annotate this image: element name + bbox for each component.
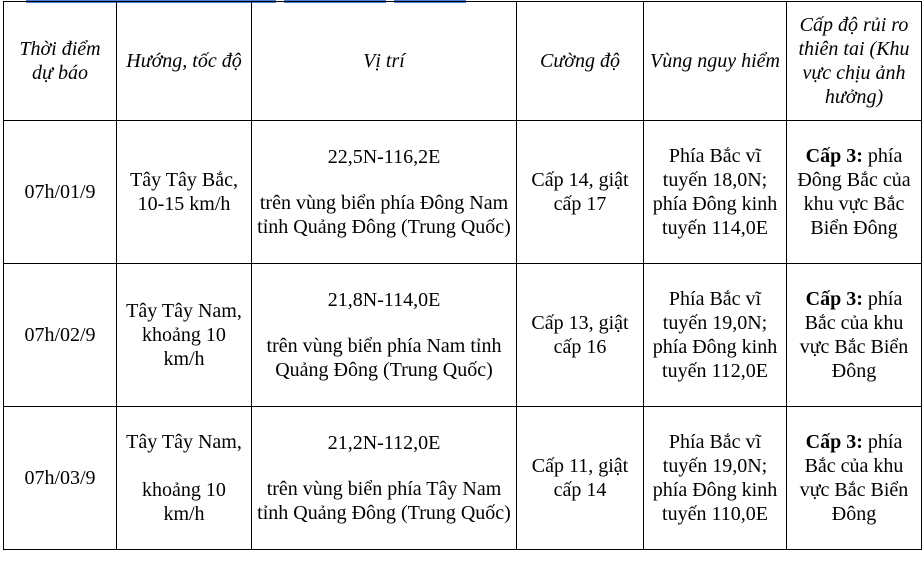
cell-position — [252, 121, 517, 264]
position-coordinates: 22,5N-116,2E — [327, 146, 441, 168]
table-row — [4, 407, 922, 550]
cell-danger-zone: Phía Bắc vĩ tuyến 19,0N; phía Đông kinh tuyến 110,0E — [644, 407, 787, 550]
table-header-row — [4, 2, 922, 121]
cell-intensity: Cấp 11, giật cấp 14 — [517, 407, 644, 550]
cell-time: 07h/01/9 — [4, 121, 117, 264]
cell-danger-zone: Phía Bắc vĩ tuyến 18,0N; phía Đông kinh tuyến 114,0E — [644, 121, 787, 264]
cell-time: 07h/03/9 — [4, 407, 117, 550]
direction-line-2: khoảng 10 km/h — [142, 479, 226, 525]
cell-danger-zone: Phía Bắc vĩ tuyến 19,0N; phía Đông kinh tuyến 112,0E — [644, 264, 787, 407]
position-description: trên vùng biển phía Tây Nam tỉnh Quảng Đông (Trung Quốc) — [257, 478, 511, 524]
header-position: Vị trí — [252, 2, 517, 121]
risk-level: Cấp 3: — [805, 288, 863, 310]
cell-direction: Tây Tây Bắc, 10-15 km/h — [117, 121, 252, 264]
risk-level: Cấp 3: — [805, 145, 863, 167]
cell-intensity: Cấp 13, giật cấp 16 — [517, 264, 644, 407]
cell-position — [252, 264, 517, 407]
cell-risk — [787, 407, 922, 550]
cell-direction — [117, 407, 252, 550]
cell-risk — [787, 121, 922, 264]
header-intensity: Cường độ — [517, 2, 644, 121]
position-description: trên vùng biển phía Nam tỉnh Quảng Đông (Trung Quốc) — [266, 335, 502, 381]
cell-direction: Tây Tây Nam, khoảng 10 km/h — [117, 264, 252, 407]
header-danger-zone: Vùng nguy hiểm — [644, 2, 787, 121]
cell-position — [252, 407, 517, 550]
position-description: trên vùng biển phía Đông Nam tỉnh Quảng Đông (Trung Quốc) — [257, 192, 511, 238]
position-coordinates: 21,8N-114,0E — [327, 289, 441, 311]
direction-line-1: Tây Tây Nam, — [126, 431, 242, 453]
table-row — [4, 121, 922, 264]
cell-intensity: Cấp 14, giật cấp 17 — [517, 121, 644, 264]
position-coordinates: 21,2N-112,0E — [327, 432, 441, 454]
storm-forecast-table — [3, 1, 922, 550]
risk-area: phía Đông Bắc của khu vực Bắc Biển Đông — [797, 145, 911, 239]
header-time: Thời điểm dự báo — [4, 2, 117, 121]
cell-time: 07h/02/9 — [4, 264, 117, 407]
table-row — [4, 264, 922, 407]
risk-level: Cấp 3: — [805, 431, 863, 453]
header-direction: Hướng, tốc độ — [117, 2, 252, 121]
header-risk: Cấp độ rủi ro thiên tai (Khu vực chịu ảnh hưởng) — [787, 2, 922, 121]
risk-area: phía Bắc của khu vực Bắc Biển Đông — [799, 288, 909, 382]
cell-risk — [787, 264, 922, 407]
risk-area: phía Bắc của khu vực Bắc Biển Đông — [799, 431, 909, 525]
